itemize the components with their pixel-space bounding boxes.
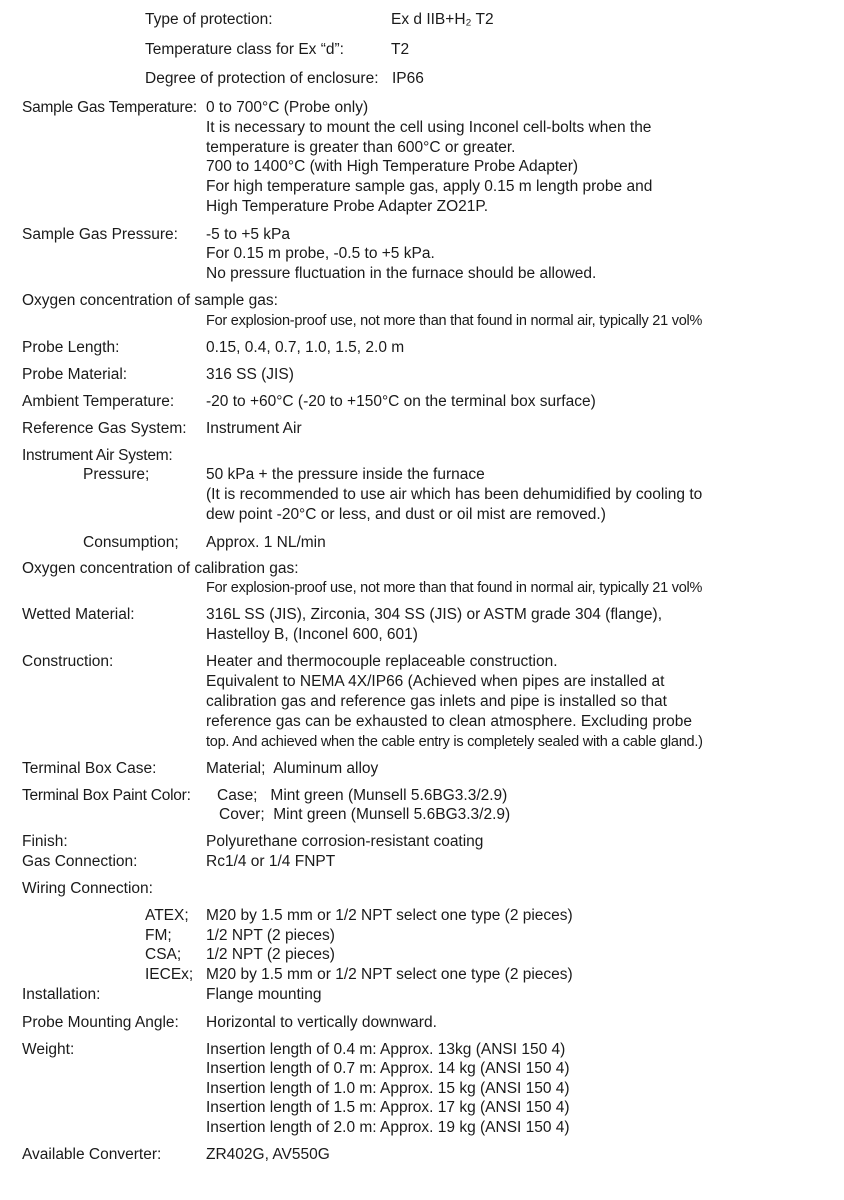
sample-gas-temperature-line: It is necessary to mount the cell using Inconel cell-bolts when the bbox=[206, 119, 652, 136]
sample-gas-pressure-line: For 0.15 m probe, -0.5 to +5 kPa. bbox=[206, 245, 435, 262]
construction-line: Equivalent to NEMA 4X/IP66 (Achieved when pipes are installed at bbox=[206, 673, 665, 690]
instrument-air-pressure-label: Pressure; bbox=[83, 466, 150, 483]
instrument-air-pressure-line: dew point -20°C or less, and dust or oil mist are removed.) bbox=[206, 506, 606, 523]
wiring-fm-key: FM; bbox=[145, 927, 172, 944]
oxygen-calibration-gas-line: For explosion-proof use, not more than that found in normal air, typically 21 vol% bbox=[206, 580, 703, 596]
construction-line: reference gas can be exhausted to clean atmosphere. Excluding probe bbox=[206, 713, 692, 730]
sample-gas-temperature-line: For high temperature sample gas, apply 0.15 m length probe and bbox=[206, 178, 653, 195]
instrument-air-consumption-value: Approx. 1 NL/min bbox=[206, 534, 326, 551]
instrument-air-consumption-label: Consumption; bbox=[83, 534, 179, 551]
sample-gas-temperature-label: Sample Gas Temperature: bbox=[22, 99, 197, 116]
probe-material-label: Probe Material: bbox=[22, 366, 128, 383]
probe-material-value: 316 SS (JIS) bbox=[206, 366, 294, 383]
oxygen-calibration-gas-label: Oxygen concentration of calibration gas: bbox=[22, 560, 299, 577]
wetted-material-label: Wetted Material: bbox=[22, 606, 135, 623]
protection-type-value: Ex d IIB+H₂ T2 bbox=[391, 11, 494, 28]
temperature-class-value: T2 bbox=[391, 41, 410, 58]
wiring-atex-key: ATEX; bbox=[145, 907, 189, 924]
enclosure-degree-value: IP66 bbox=[392, 70, 424, 87]
finish-value: Polyurethane corrosion-resistant coating bbox=[206, 833, 484, 850]
enclosure-degree-label: Degree of protection of enclosure: bbox=[145, 70, 379, 87]
oxygen-sample-gas-line: For explosion-proof use, not more than that found in normal air, typically 21 vol% bbox=[206, 313, 703, 329]
installation-value: Flange mounting bbox=[206, 986, 322, 1003]
finish-label: Finish: bbox=[22, 833, 68, 850]
gas-connection-value: Rc1/4 or 1/4 FNPT bbox=[206, 853, 336, 870]
mounting-angle-label: Probe Mounting Angle: bbox=[22, 1014, 179, 1031]
mounting-angle-value: Horizontal to vertically downward. bbox=[206, 1014, 437, 1031]
wetted-material-line: 316L SS (JIS), Zirconia, 304 SS (JIS) or ASTM grade 304 (flange), bbox=[206, 606, 663, 623]
terminal-box-paint-case-value: Case; Mint green (Munsell 5.6BG3.3/2.9) bbox=[217, 787, 508, 804]
sample-gas-pressure-line: No pressure fluctuation in the furnace should be allowed. bbox=[206, 265, 597, 282]
reference-gas-value: Instrument Air bbox=[206, 420, 302, 437]
wiring-iecex-key: IECEx; bbox=[145, 966, 194, 983]
reference-gas-label: Reference Gas System: bbox=[22, 420, 187, 437]
protection-type-label: Type of protection: bbox=[145, 11, 273, 28]
wiring-csa-key: CSA; bbox=[145, 946, 182, 963]
terminal-box-paint-cover-value: Cover; Mint green (Munsell 5.6BG3.3/2.9) bbox=[219, 806, 511, 823]
gas-connection-label: Gas Connection: bbox=[22, 853, 138, 870]
instrument-air-pressure-line: 50 kPa + the pressure inside the furnace bbox=[206, 466, 485, 483]
sample-gas-pressure-value: -5 to +5 kPa bbox=[206, 226, 291, 243]
installation-label: Installation: bbox=[22, 986, 101, 1003]
sample-gas-temperature-line: temperature is greater than 600°C or greater. bbox=[206, 139, 516, 156]
instrument-air-label: Instrument Air System: bbox=[22, 447, 173, 464]
ambient-temperature-label: Ambient Temperature: bbox=[22, 393, 175, 410]
weight-label: Weight: bbox=[22, 1041, 75, 1058]
probe-length-value: 0.15, 0.4, 0.7, 1.0, 1.5, 2.0 m bbox=[206, 339, 405, 356]
wiring-atex-value: M20 by 1.5 mm or 1/2 NPT select one type (2 pieces) bbox=[206, 907, 573, 924]
weight-line: Insertion length of 0.4 m: Approx. 13kg (ANSI 150 4) bbox=[206, 1041, 566, 1058]
sample-gas-temperature-line: High Temperature Probe Adapter ZO21P. bbox=[206, 198, 489, 215]
weight-line: Insertion length of 2.0 m: Approx. 19 kg (ANSI 150 4) bbox=[206, 1119, 570, 1136]
probe-length-label: Probe Length: bbox=[22, 339, 120, 356]
terminal-box-case-label: Terminal Box Case: bbox=[22, 760, 157, 777]
available-converter-value: ZR402G, AV550G bbox=[206, 1146, 330, 1163]
terminal-box-paint-label: Terminal Box Paint Color: bbox=[22, 787, 191, 804]
construction-label: Construction: bbox=[22, 653, 114, 670]
temperature-class-label: Temperature class for Ex “d”: bbox=[145, 41, 344, 58]
wiring-fm-value: 1/2 NPT (2 pieces) bbox=[206, 927, 335, 944]
available-converter-label: Available Converter: bbox=[22, 1146, 162, 1163]
sample-gas-temperature-value: 0 to 700°C (Probe only) bbox=[206, 99, 369, 116]
construction-line: top. And achieved when the cable entry is completely sealed with a cable gland.) bbox=[206, 734, 703, 750]
sample-gas-temperature-line: 700 to 1400°C (with High Temperature Probe Adapter) bbox=[206, 158, 579, 175]
weight-line: Insertion length of 1.5 m: Approx. 17 kg (ANSI 150 4) bbox=[206, 1099, 570, 1116]
weight-line: Insertion length of 0.7 m: Approx. 14 kg (ANSI 150 4) bbox=[206, 1060, 570, 1077]
instrument-air-pressure-line: (It is recommended to use air which has been dehumidified by cooling to bbox=[206, 486, 703, 503]
weight-line: Insertion length of 1.0 m: Approx. 15 kg (ANSI 150 4) bbox=[206, 1080, 570, 1097]
construction-line: Heater and thermocouple replaceable construction. bbox=[206, 653, 558, 670]
wiring-connection-label: Wiring Connection: bbox=[22, 880, 153, 897]
construction-line: calibration gas and reference gas inlets and pipe is installed so that bbox=[206, 693, 667, 710]
wiring-iecex-value: M20 by 1.5 mm or 1/2 NPT select one type (2 pieces) bbox=[206, 966, 573, 983]
wiring-csa-value: 1/2 NPT (2 pieces) bbox=[206, 946, 335, 963]
sample-gas-pressure-label: Sample Gas Pressure: bbox=[22, 226, 178, 243]
oxygen-sample-gas-label: Oxygen concentration of sample gas: bbox=[22, 292, 278, 309]
ambient-temperature-value: -20 to +60°C (-20 to +150°C on the terminal box surface) bbox=[206, 393, 596, 410]
wetted-material-line: Hastelloy B, (Inconel 600, 601) bbox=[206, 626, 418, 643]
terminal-box-case-value: Material; Aluminum alloy bbox=[206, 760, 379, 777]
